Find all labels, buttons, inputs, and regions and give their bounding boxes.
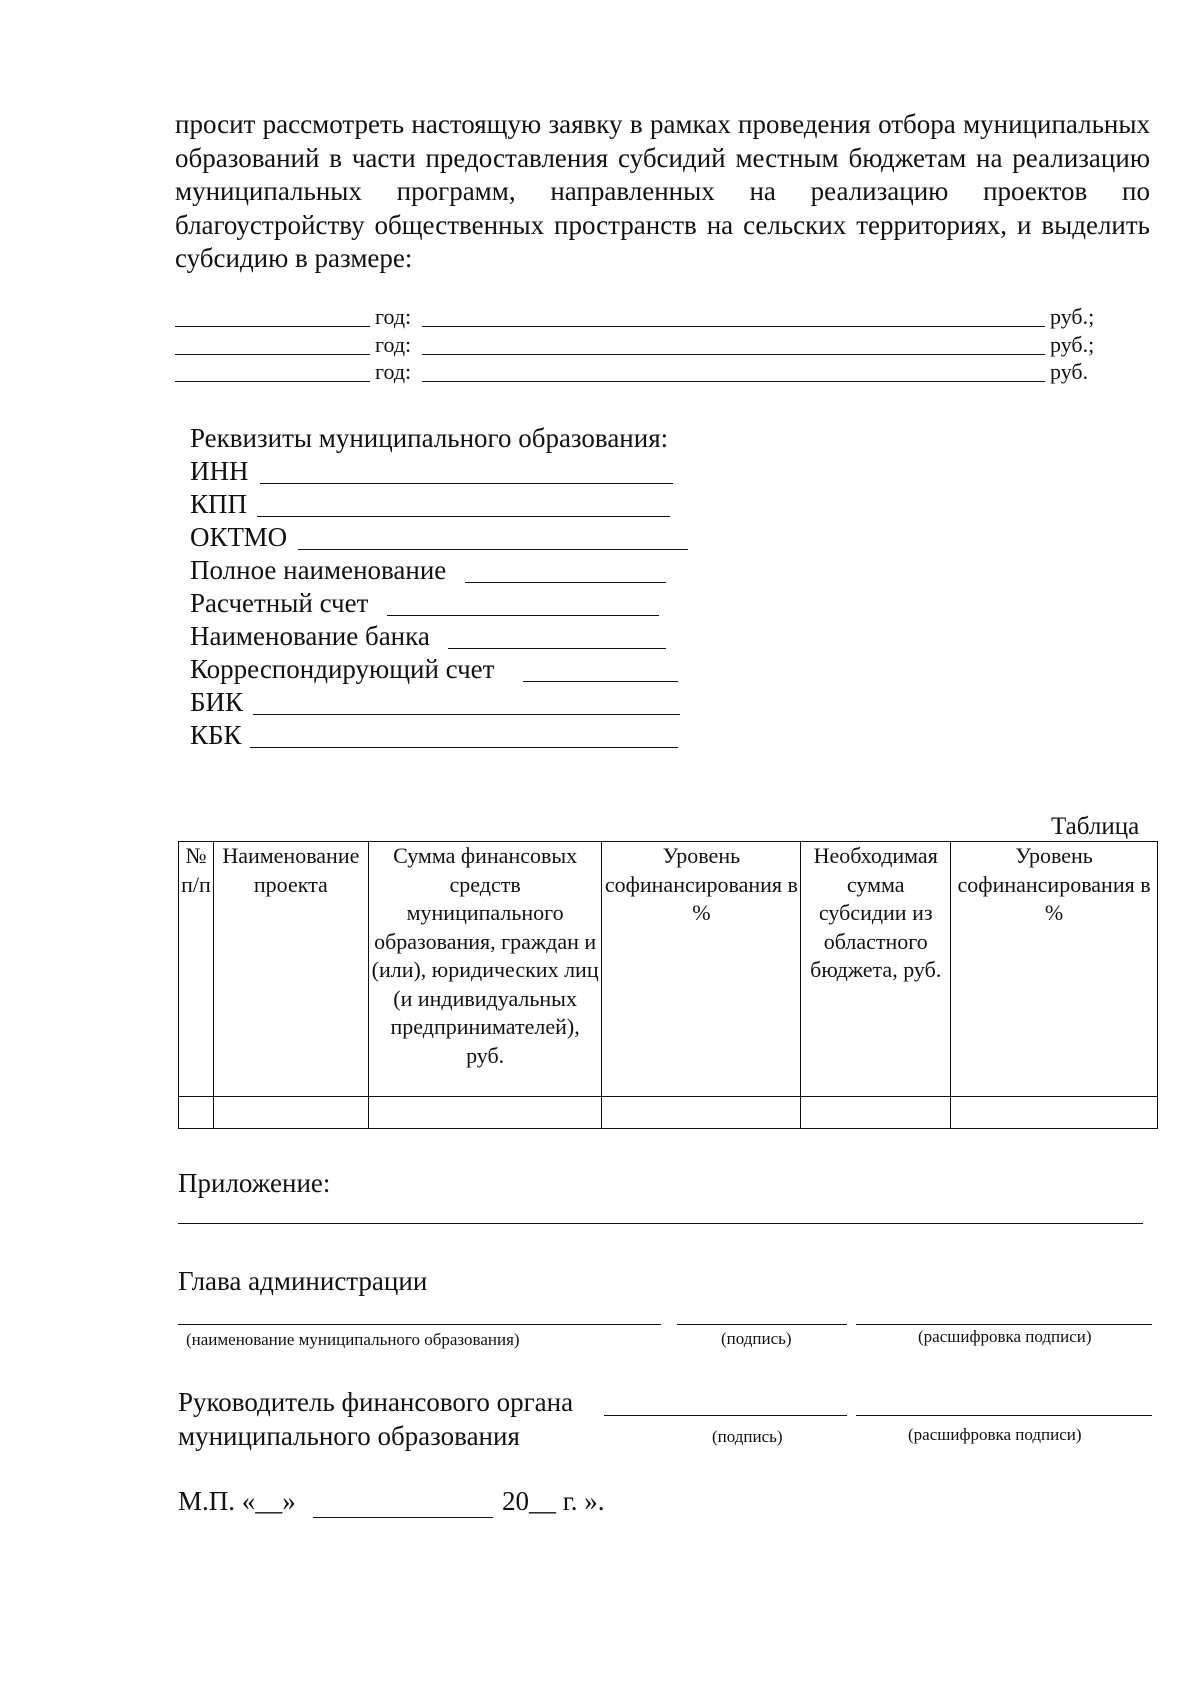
currency-unit: руб.; [1050,332,1095,357]
field-blank[interactable] [253,714,680,715]
municipality-name-caption: (наименование муниципального образования) [186,1330,520,1349]
col-cofinancing-2-header: Уровень софинансирования в % [951,842,1158,1097]
col-project-header: Наименование проекта [213,842,368,1097]
field-oktmo [190,522,287,554]
table-caption: Таблица [1051,813,1140,840]
year-label: год: [375,304,412,329]
seal-year: 20__ г. ». [502,1486,605,1516]
date-month-line[interactable] [313,1517,493,1518]
finance-decryption-caption: (расшифровка подписи) [908,1425,1082,1444]
year-label: год: [375,359,412,384]
field-blank[interactable] [465,582,666,583]
field-label: Расчетный счет [190,588,369,618]
table-cell[interactable] [179,1097,214,1129]
year-label: год: [375,332,412,357]
field-bank-name [190,621,430,653]
field-kbk [190,720,242,752]
finance-head-title-2: муниципального образования [178,1421,520,1451]
head-decryption-caption: (расшифровка подписи) [918,1327,1092,1346]
field-label: ИНН [190,456,249,486]
col-subsidy-header: Необходимая сумма субсидии из областного бюджета, руб. [801,842,951,1097]
year-row-1 [175,302,1110,330]
field-label: Наименование банка [190,621,430,651]
field-label: КБК [190,720,242,750]
field-blank[interactable] [387,615,659,616]
currency-unit: руб.; [1050,304,1095,329]
finance-decryption-line[interactable] [856,1415,1152,1416]
table-row [179,1097,1158,1129]
field-blank[interactable] [448,648,666,649]
finance-head-title-1: Руководитель финансового органа [178,1387,574,1417]
field-blank[interactable] [257,516,670,517]
year-blank[interactable] [175,381,370,382]
field-inn [190,456,249,488]
year-blank[interactable] [175,354,370,355]
attachment-label: Приложение: [178,1168,331,1198]
head-decryption-line[interactable] [856,1324,1152,1325]
municipality-name-line[interactable] [178,1324,661,1325]
amount-blank[interactable] [422,354,1045,355]
table-cell[interactable] [602,1097,801,1129]
field-label: Корреспондирующий счет [190,654,495,684]
table-cell[interactable] [368,1097,602,1129]
year-row-3 [175,357,1110,385]
head-signature-line[interactable] [677,1324,847,1325]
table-header-row [179,842,1158,1097]
field-kpp [190,489,247,521]
currency-unit: руб. [1050,359,1089,384]
amount-blank[interactable] [422,381,1045,382]
finance-signature-caption: (подпись) [712,1427,783,1446]
field-bik [190,687,243,719]
finance-signature-line[interactable] [604,1415,847,1416]
field-label: КПП [190,489,248,519]
field-blank[interactable] [298,549,688,550]
head-signature-caption: (подпись) [721,1329,792,1348]
year-blank[interactable] [175,326,370,327]
field-account [190,588,368,620]
col-own-funds-header: Сумма финансовых средств муниципального образования, граждан и (или), юридических лиц (и индивидуальных предпринимателей), руб. [368,842,602,1097]
table-cell[interactable] [801,1097,951,1129]
amount-blank[interactable] [422,326,1045,327]
head-title: Глава администрации [178,1266,428,1296]
table-cell[interactable] [951,1097,1158,1129]
intro-paragraph: просит рассмотреть настоящую заявку в рамках проведения отбора муниципальных образований в части предоставления субсидий местным бюджетам на реализацию муниципальных программ, направленных на реализацию проектов по благоустройству общественных пространств на сельских территориях, и выделить субсидию в размере: [175,109,1150,273]
col-number-header: № п/п [179,842,214,1097]
field-label: БИК [190,687,244,717]
seal-mp: М.П. «__» [178,1486,296,1516]
funding-table [178,841,1158,1129]
year-row-2 [175,330,1110,358]
table-cell[interactable] [213,1097,368,1129]
field-blank[interactable] [260,483,673,484]
field-label: ОКТМО [190,522,288,552]
field-full-name [190,555,446,587]
attachment-line[interactable] [178,1223,1143,1224]
field-blank[interactable] [250,747,678,748]
col-cofinancing-header: Уровень софинансирования в % [602,842,801,1097]
field-corr-account [190,654,494,686]
field-blank[interactable] [523,681,678,682]
field-label: Полное наименование [190,555,447,585]
requisites-title: Реквизиты муниципального образования: [190,423,669,453]
